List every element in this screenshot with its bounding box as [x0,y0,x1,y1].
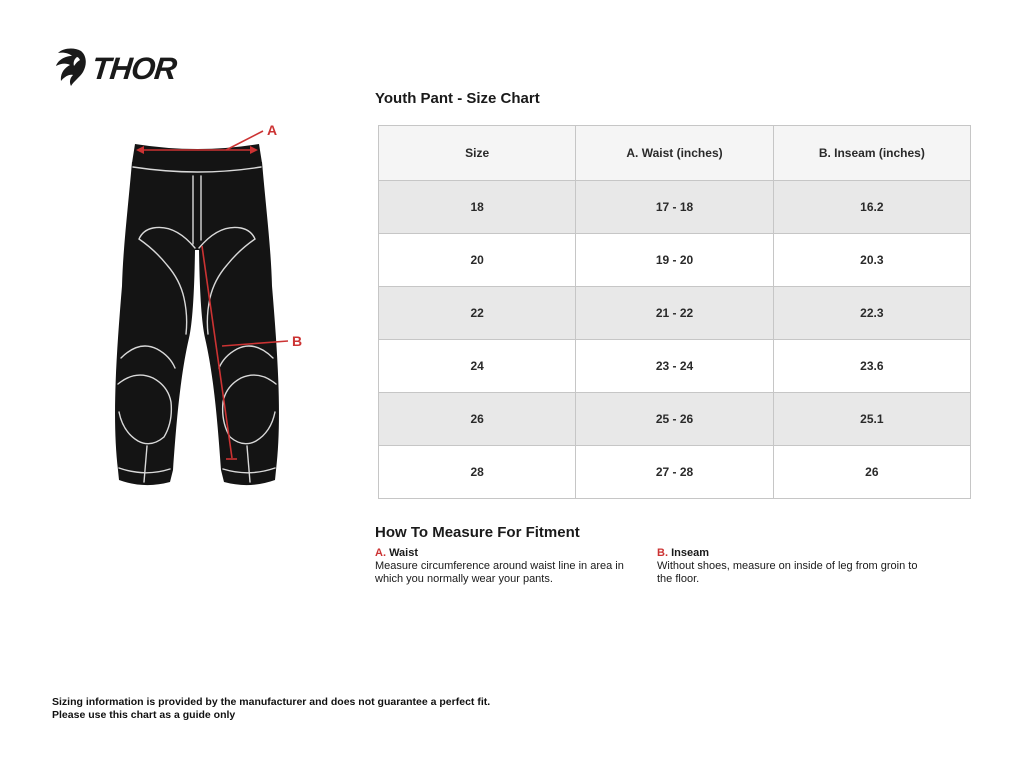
measure-title-inseam: Inseam [671,547,709,559]
sizing-disclaimer [52,696,490,721]
column-header-waist: A. Waist (inches) [576,126,773,181]
disclaimer-line-2: Please use this chart as a guide only [52,708,236,721]
pants-measurement-figure [95,118,325,530]
measure-section-heading: How To Measure For Fitment [375,524,580,541]
size-cell: 22 [379,287,576,340]
thor-helmet-icon [50,48,90,88]
waist-cell: 17 - 18 [576,181,773,234]
size-chart-title: Youth Pant - Size Chart [375,90,540,107]
measure-letter-a: A. [375,547,386,559]
table-row [379,446,971,499]
size-chart-table [378,125,971,499]
measure-letter-b: B. [657,547,668,559]
measure-item-waist [375,547,647,586]
brand-wordmark: THOR [90,50,178,86]
size-cell: 26 [379,393,576,446]
waist-cell: 27 - 28 [576,446,773,499]
inseam-cell: 20.3 [773,234,970,287]
table-row [379,234,971,287]
brand-logo [50,48,176,88]
pants-silhouette [115,162,279,485]
waist-cell: 21 - 22 [576,287,773,340]
measure-item-inseam-title [657,547,929,559]
table-header-row [379,126,971,181]
table-row [379,393,971,446]
column-header-size: Size [379,126,576,181]
column-header-inseam: B. Inseam (inches) [773,126,970,181]
measure-item-inseam [657,547,929,586]
measure-text-inseam: Without shoes, measure on inside of leg from groin to the floor. [657,560,918,585]
size-cell: 18 [379,181,576,234]
table-row [379,340,971,393]
size-cell: 20 [379,234,576,287]
inseam-cell: 25.1 [773,393,970,446]
disclaimer-line-1: Sizing information is provided by the manufacturer and does not guarantee a perfect fit. [52,696,491,708]
measure-item-waist-title [375,547,647,559]
waist-cell: 19 - 20 [576,234,773,287]
pants-waistband [132,144,262,168]
figure-label-b: B [292,333,303,349]
size-cell: 28 [379,446,576,499]
waist-cell: 25 - 26 [576,393,773,446]
table-row [379,287,971,340]
inseam-cell: 23.6 [773,340,970,393]
figure-label-a: A [267,122,278,138]
inseam-cell: 22.3 [773,287,970,340]
measure-title-waist: Waist [389,547,418,559]
inseam-cell: 16.2 [773,181,970,234]
table-row [379,181,971,234]
size-cell: 24 [379,340,576,393]
measure-text-waist: Measure circumference around waist line in area in which you normally wear your pants. [375,560,624,585]
waist-cell: 23 - 24 [576,340,773,393]
inseam-cell: 26 [773,446,970,499]
